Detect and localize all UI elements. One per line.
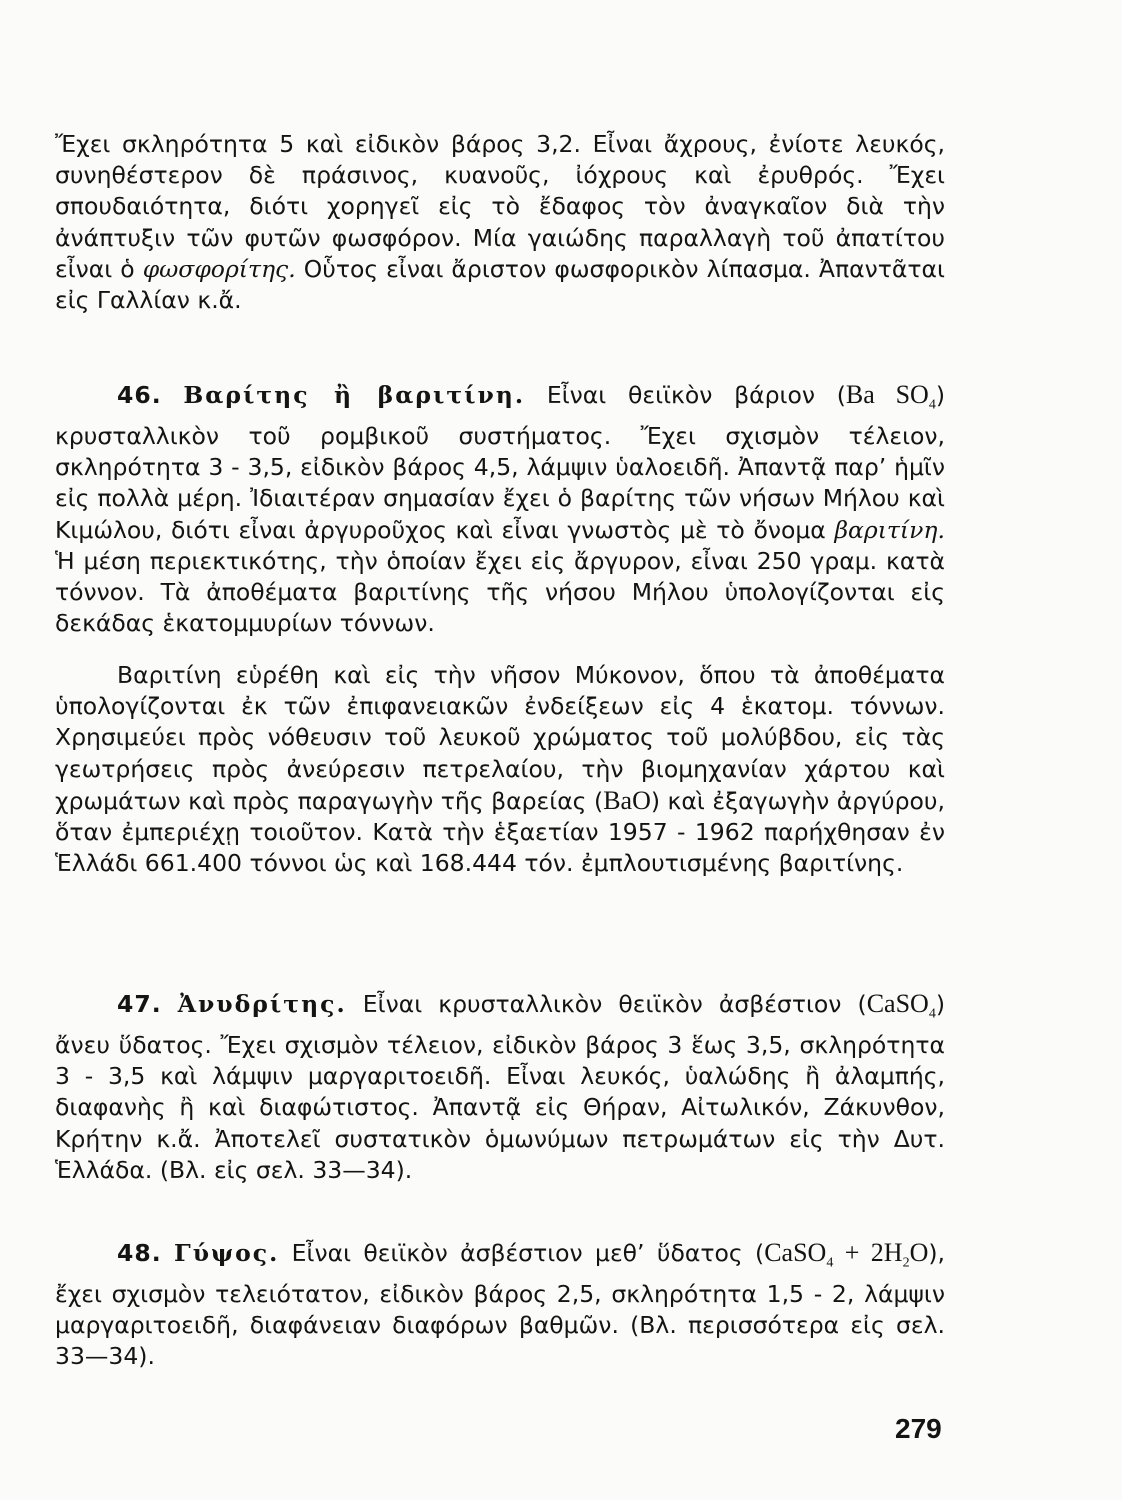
intro-paragraph [55,129,945,316]
section-47-text-2: ) ἄνευ ὕδατος. Ἔχει σχισμὸν τέλειον, εἰδικὸν βάρος 3 ἕως 3,5, σκληρότητα 3 - 3,5 καὶ λάμψιν μαργαριτοειδῆ. Εἶναι λευκός, ὑαλώδης ἢ ἀλαμπής, διαφανὴς ἢ καὶ διαφώτιστος. Ἀπαντᾷ εἰς Θήραν, Αἰτωλικόν, Ζάκυνθον, Κρήτην κ.ἄ. Ἀποτελεῖ συστατικὸν ὁμωνύμων πετρωμάτων εἰς τὴν Δυτ. Ἑλλάδα. (Βλ. εἰς σελ. 33—34). [55,990,945,1184]
section-47-formula-sub: 4 [928,1006,936,1022]
intro-text-1: Ἔχει σκληρότητα 5 καὶ εἰδικὸν βάρος 3,2. Εἶναι ἄχρους, ἐνίοτε λευκός, συνηθέστερον δὲ πράσινος, κυανοῦς, ἰόχρους καὶ ἐρυθρός. Ἔχει σπουδαιότητα, διότι χορηγεῖ εἰς τὸ ἔδαφος τὸν ἀναγκαῖον διὰ τὴν ἀνάπτυξιν τῶν φυτῶν φωσφόρον. Μία γαιώδης παραλλαγὴ τοῦ ἀπατίτου εἶναι ὁ [55,130,945,283]
intro-text-2: Οὗτος εἶναι ἄριστον φωσφορικὸν λίπασμα. Ἀπαντᾶται εἰς Γαλλίαν κ.ἄ. [55,254,945,315]
section-46-para2-text-a: Βαριτίνη εὑρέθη καὶ εἰς τὴν νῆσον Μύκονον, ὅπου τὰ ἀποθέματα ὑπολογίζονται ἐκ τῶν ἐπιφανειακῶν ἐνδείξεων εἰς 4 ἑκατομ. τόννων. Χρησιμεύει πρὸς νόθευσιν τοῦ λευκοῦ χρώματος τοῦ μολύβδου, εἰς τὰς γεωτρήσεις πρὸς ἀνεύρεσιν πετρελαίου, τὴν βιομηχανίαν χάρτου καὶ χρωμάτων καὶ πρὸς παραγωγὴν τῆς βαρείας ( [55,661,945,815]
section-47-title: Ἀνυδρίτης. [177,990,347,1018]
section-46 [55,379,945,639]
section-48-o: O [909,1238,929,1267]
section-47-formula: CaSO [866,989,929,1018]
section-48-formula: CaSO [764,1238,827,1267]
page-number: 279 [895,1413,942,1444]
section-48-title: Γύψος. [174,1239,280,1267]
section-46-title: Βαρίτης ἢ βαριτίνη. [183,381,526,409]
section-46-text-2: ) κρυσταλλικὸν τοῦ ρομβικοῦ συστήματος. Ἔχει σχισμὸν τέλειον, σκληρότητα 3 - 3,5, εἰδικὸν βάρος 4,5, λάμψιν ὑαλοειδῆ. Ἀπαντᾷ παρ’ ἡμῖν εἰς πολλὰ μέρη. Ἰδιαιτέραν σημασίαν ἔχει ὁ βαρίτης τῶν νήσων Μήλου καὶ Κιμώλου, διότι εἶναι ἀργυροῦχος καὶ εἶναι γνωστὸς μὲ τὸ ὄνομα [55,381,945,544]
section-48-plus-h: + 2H [833,1238,903,1267]
section-47 [55,988,945,1186]
intro-term: φωσφορίτης. [142,254,296,283]
section-46-number: 46. [117,381,162,409]
section-48-text-2: ), ἔχει σχισμὸν τελειότατον, εἰδικὸν βάρος 2,5, σκληρότητα 1,5 - 2, λάμψιν μαργαριτοειδῆ, διαφάνειαν διαφόρων βαθμῶν. (Βλ. περισσότερα εἰς σελ. 33—34). [55,1239,945,1371]
section-46-para2-text-b: ) καὶ ἐξαγωγὴν ἀργύρου, ὅταν ἐμπεριέχῃ τοιοῦτον. Κατὰ τὴν ἑξαετίαν 1957 - 1962 παρήχθησαν ἐν Ἑλλάδι 661.400 τόννοι ὡς καὶ 168.444 τόν. ἐμπλουτισμένης βαριτίνης. [55,786,945,878]
section-46-paragraph-2 [55,660,945,879]
section-47-text-1: Εἶναι κρυσταλλικὸν θειϊκὸν ἀσβέστιον ( [346,990,867,1018]
section-48-text-1: Εἶναι θειϊκὸν ἀσβέστιον μεθ’ ὕδατος ( [279,1239,765,1267]
section-46-formula: Ba SO [845,380,929,409]
section-48-formula-sub: 4 [826,1255,834,1271]
section-46-text-1: Εἶναι θειϊκὸν βάριον ( [525,381,846,409]
section-48-number: 48. [117,1239,162,1267]
section-46-text-3: Ἡ μέση περιεκτικότης, τὴν ὁποίαν ἔχει εἰς ἄργυρον, εἶναι 250 γραμ. κατὰ τόννον. Τὰ ἀποθέματα βαριτίνης τῆς νήσου Μήλου ὑπολογίζονται εἰς δεκάδας ἑκατομμυρίων τόννων. [55,546,945,638]
section-46-formula-sub: 4 [928,397,936,413]
section-46-term: βαριτίνη. [834,515,945,544]
section-48 [55,1237,945,1373]
section-47-number: 47. [117,990,162,1018]
section-48-h-sub: 2 [902,1255,910,1271]
section-46-bao: BaO [603,785,651,815]
